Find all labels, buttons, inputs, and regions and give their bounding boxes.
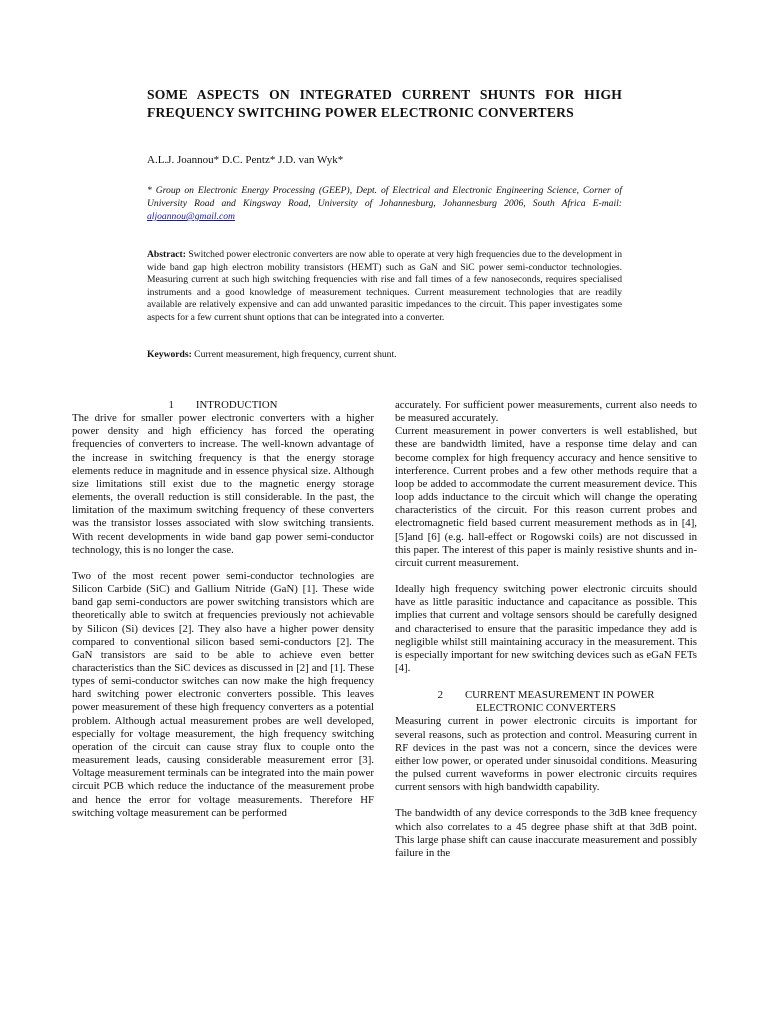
intro-paragraph-4: Current measurement in power converters is well established, but these are bandwidth limited, have a response time delay and can become complex for high frequency accuracy and hence sensitive to interference. Current probes and a few other methods require that a loop be added to accommodate the current measurement device. This loop adds inductance to the circuit which will change the operating characteristics of the circuit. For this reason current probes and electromagnetic field based current measurement methods as in [4], [5]and [6] (e.g. hall-effect or Rogowski coils) are not discussed in this paper. The interest of this paper is mainly resistive shunts and in-circuit current measurement.	[395, 425, 697, 569]
section-1-title: INTRODUCTION	[195, 399, 278, 411]
keywords	[147, 349, 622, 362]
section-1-number: 1	[168, 399, 174, 411]
email-link[interactable]: aljoannou@gmail.com	[147, 211, 235, 222]
section-2-title-line-2: ELECTRONIC CONVERTERS	[475, 702, 616, 715]
right-column	[395, 399, 697, 860]
section-2-title-line-1: CURRENT MEASUREMENT IN POWER	[464, 689, 655, 702]
affiliation	[147, 184, 622, 223]
section-2-paragraph-1: Measuring current in power electronic circuits is important for several reasons, such as protection and control. Measuring current in RF devices in the past was not a concern, since the devices were either low power, or operated under sinusoidal conditions. Measuring the pulsed current waveforms in power electronic circuits requires current sensors with high bandwidth capability.	[395, 715, 697, 794]
affiliation-text: * Group on Electronic Energy Processing (GEEP), Dept. of Electrical and Electronic Engineering Science, Corner of University Road and Kingsway Road, University of Johannesburg, Johannesburg 2006, South Africa E-mail:	[147, 185, 622, 209]
abstract-text: Switched power electronic converters are now able to operate at very high frequencies due to the development in wide band gap high electron mobility transistors (HEMT) such as GaN and SiC power semi-conductor technologies. Measuring current at such high switching frequencies with rise and fall times of a few nanoseconds, requires specialised instruments and a good knowledge of measurement techniques. Current measurement technologies that are readily available are relatively expensive and can add unwanted parasitic impedances to the circuit. This paper investigates some aspects for a few current shunt options that can be integrated into a converter.	[147, 249, 622, 323]
intro-paragraph-3: accurately. For sufficient power measurements, current also needs to be measured accurately.	[395, 399, 697, 425]
abstract-label: Abstract:	[147, 249, 186, 260]
keywords-text: Current measurement, high frequency, current shunt.	[191, 349, 397, 360]
author-list: A.L.J. Joannou* D.C. Pentz* J.D. van Wyk*	[147, 154, 344, 166]
section-1-heading	[72, 399, 374, 412]
intro-paragraph-5: Ideally high frequency switching power electronic circuits should have as little parasitic inductance and capacitance as possible. This implies that current and voltage sensors should be carefully designed and characterised to ensure that the parasitic impedance they add is negligible whilst still maintaining accuracy in the measurement. This is especially important for new switching devices such as eGaN FETs [4].	[395, 583, 697, 674]
intro-paragraph-2: Two of the most recent power semi-conductor technologies are Silicon Carbide (SiC) and Gallium Nitride (GaN) [1]. These wide band gap semi-conductors are power switching transistors which are theoretically able to switch at frequencies previously not achievable by Silicon (Si) devices [2]. They also have a higher power density compared to conventional silicon based semi-conductors [2]. The GaN transistors are said to be able to achieve even better characteristics than the SiC devices as discussed in [2] and [1]. These types of semi-conductor switches can now make the high frequency hard switching power electronic converters possible. This leaves power measurement of these high frequency converters as a potential problem. Although actual measurement probes are well developed, especially for voltage measurement, the high frequency switching operation of the circuit can cause stray flux to couple onto the measurement leads, causing considerable measurement error [3]. Voltage measurement terminals can be integrated into the main power circuit PCB which reduce the inductance of the measurement probe and hence the error for voltage measurements. Therefore HF switching voltage measurement can be performed	[72, 569, 374, 819]
section-2-paragraph-2: The bandwidth of any device corresponds to the 3dB knee frequency which also correlates to a 45 degree phase shift at that 3dB point. This large phase shift can cause inaccurate measurement and possibly failure in the	[395, 807, 697, 859]
section-2-heading-line-1	[395, 689, 697, 702]
left-column	[72, 399, 374, 820]
section-2-number: 2	[437, 689, 443, 702]
abstract	[147, 249, 622, 325]
section-2-heading	[395, 689, 697, 715]
keywords-label: Keywords:	[147, 349, 192, 360]
intro-paragraph-1: The drive for smaller power electronic converters with a higher power density and high efficiency has forced the operating frequencies of converters to increase. The well-known advantage of the increase in switching frequency is that the energy storage elements reduce in magnitude and in essence physical size. Although size limitations still exist due to the magnetic energy storage elements, the overall reduction is still considerable. In the past, the limitation of the maximum switching frequency of these converters was the transistor losses associated with slow switching transients. With recent developments in wide band gap power semi-conductor technology, this is no longer the case.	[72, 412, 374, 556]
paper-title: SOME ASPECTS ON INTEGRATED CURRENT SHUNTS FOR HIGH FREQUENCY SWITCHING POWER ELECTRONIC CONVERTERS	[147, 87, 622, 120]
